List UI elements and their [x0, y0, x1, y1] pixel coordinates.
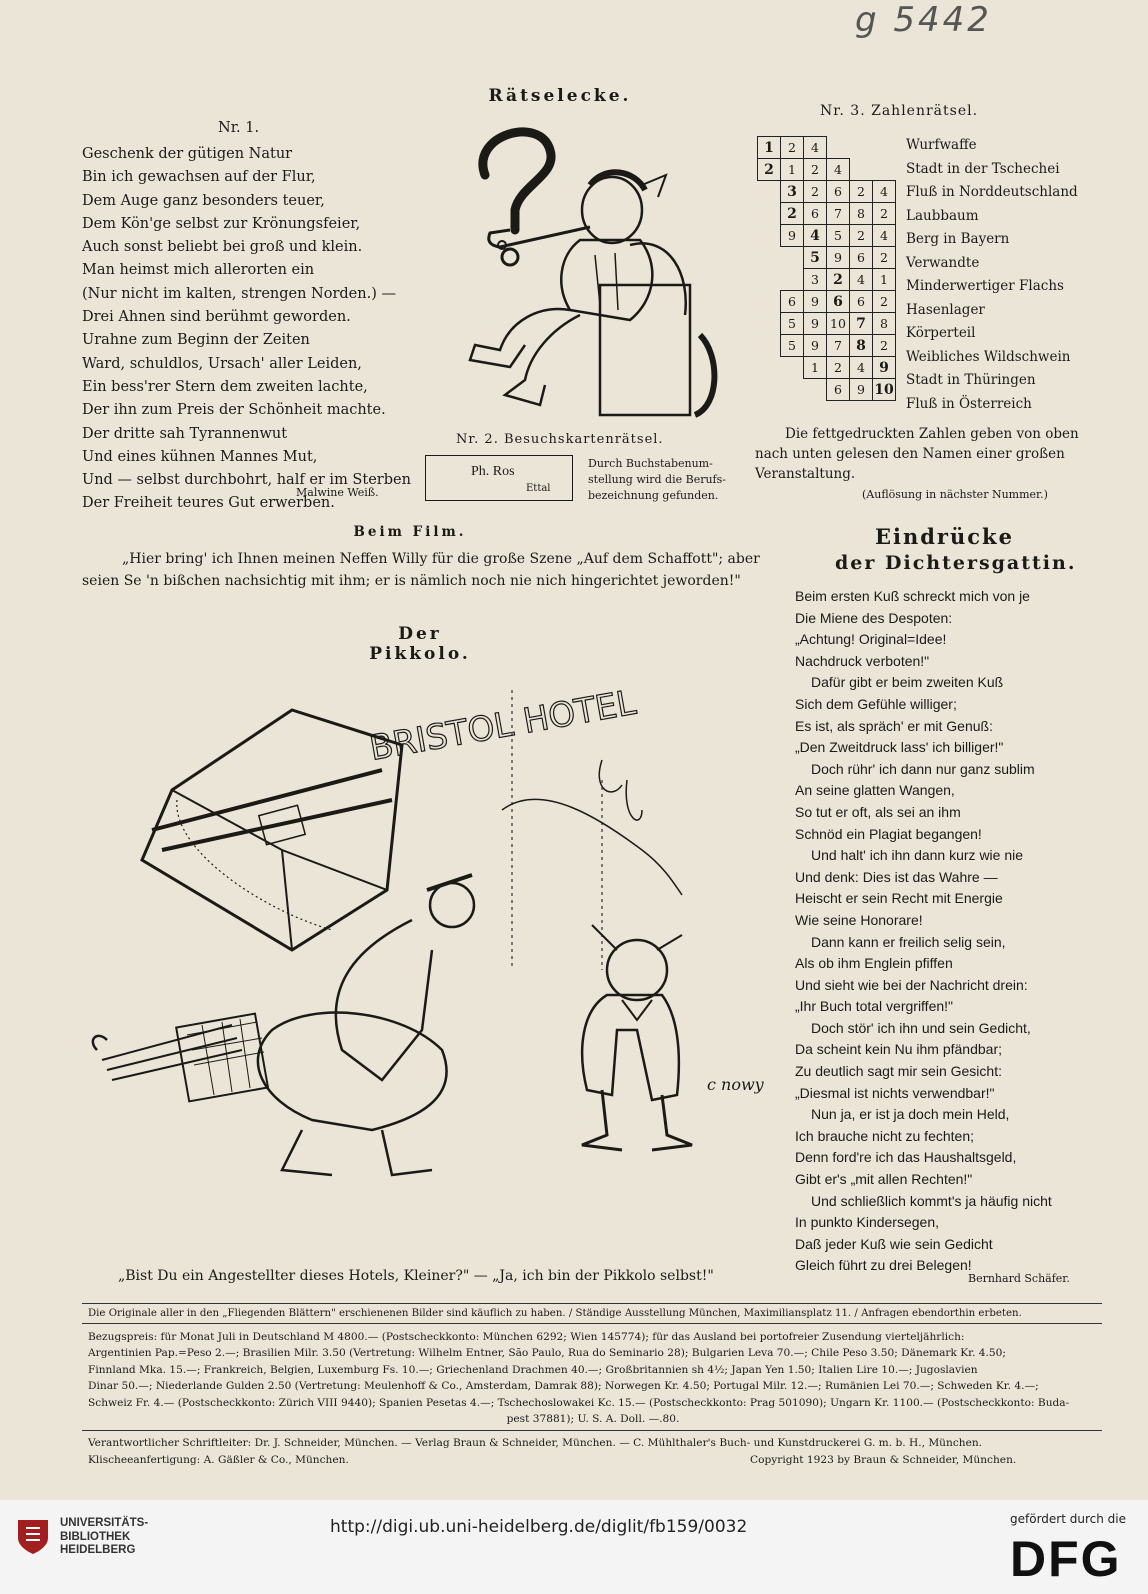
poem-line: An seine glatten Wangen,	[795, 782, 955, 799]
grid-empty-cell	[781, 379, 804, 401]
poem-line: Heischt er sein Recht mit Energie	[795, 890, 1003, 907]
viewer-bottom-bar	[0, 1500, 1148, 1594]
grid-cell: 6	[781, 291, 804, 313]
poem-line: „Den Zweitdruck lass' ich billiger!"	[795, 739, 1004, 756]
grid-empty-cell	[758, 247, 781, 269]
source-url[interactable]: http://digi.ub.uni-heidelberg.de/diglit/fb159/0032	[330, 1517, 748, 1537]
riddle1-poem	[82, 143, 411, 516]
grid-cell: 2	[781, 137, 804, 159]
riddle2-text-line: Durch Buchstabenum-	[588, 457, 713, 470]
grid-row	[758, 313, 896, 335]
riddle3-note-line: nach unten gelesen den Namen einer großen	[755, 446, 1065, 462]
riddle3-clue: Stadt in Thüringen	[906, 372, 1036, 388]
poem-line: Ich brauche nicht zu fechten;	[795, 1127, 974, 1144]
film-heading: Beim Film.	[353, 524, 467, 540]
grid-row	[758, 159, 896, 181]
poem-title-1: Eindrücke	[875, 524, 1014, 549]
riddle1-line: Dem Auge ganz besonders teuer,	[82, 192, 325, 209]
grid-cell: 2	[873, 335, 896, 357]
dichtersgattin-poem	[795, 586, 1052, 1277]
poem-line: „Achtung! Original=Idee!	[795, 631, 947, 648]
riddle1-line: Ein bess'rer Stern dem zweiten lachte,	[82, 378, 368, 395]
poem-line: Gibt er's „mit allen Rechten!"	[795, 1171, 973, 1188]
poem-line: Die Miene des Despoten:	[795, 609, 953, 626]
riddle1-line: Und eines kühnen Mannes Mut,	[82, 448, 318, 465]
grid-row	[758, 203, 896, 225]
riddle1-line: Geschenk der gütigen Natur	[82, 146, 293, 162]
university-library-name	[60, 1517, 148, 1558]
poem-line: Dann kann er freilich selig sein,	[811, 933, 1006, 950]
grid-cell: 6	[827, 379, 850, 401]
riddle3-note-line: Veranstaltung.	[755, 466, 856, 482]
poem-line: Und sieht wie bei der Nachricht drein:	[795, 976, 1028, 993]
poem-line: Schnöd ein Plagiat begangen!	[795, 825, 982, 842]
riddle1-line: Und — selbst durchbohrt, half er im Sterben	[82, 472, 411, 489]
poem-line: Da scheint kein Nu ihm pfändbar;	[795, 1041, 1002, 1058]
main-title: Rätselecke.	[488, 86, 632, 106]
poem-line: Sich dem Gefühle williger;	[795, 695, 957, 712]
grid-cell: 6	[827, 291, 850, 313]
grid-cell: 8	[850, 203, 873, 225]
riddle1-line: Man heimst mich allerorten ein	[82, 262, 315, 279]
grid-cell: 4	[827, 159, 850, 181]
grid-cell: 2	[827, 269, 850, 291]
grid-cell: 1	[804, 357, 827, 379]
grid-empty-cell	[758, 357, 781, 379]
archive-signature: g 5442	[855, 0, 992, 40]
riddle3-clue: Berg in Bayern	[906, 231, 1010, 247]
grid-cell: 1	[873, 269, 896, 291]
film-joke-line: seien Se 'n bißchen nachsichtig mit ihm; er is nämlich noch nie nich hingerichtet jeworden!"	[82, 573, 741, 589]
grid-row	[758, 247, 896, 269]
grid-cell: 1	[758, 137, 781, 159]
riddle1-line: Urahne zum Beginn der Zeiten	[82, 332, 310, 349]
poem-line: Zu deutlich sagt mir sein Gesicht:	[795, 1063, 1002, 1080]
grid-row	[758, 379, 896, 401]
riddle3-clue: Wurfwaffe	[906, 137, 977, 153]
riddle1-line: (Nur nicht im kalten, strengen Norden.) —	[82, 285, 396, 302]
grid-cell: 8	[850, 335, 873, 357]
card-place: Ettal	[526, 483, 551, 494]
poem-line: Daß jeder Kuß wie sein Gedicht	[795, 1235, 993, 1252]
uni-line: HEIDELBERG	[60, 1544, 136, 1556]
grid-cell: 9	[804, 291, 827, 313]
poem-line: Wie seine Honorare!	[795, 911, 923, 928]
university-logo-icon	[14, 1516, 52, 1556]
grid-empty-cell	[758, 181, 781, 203]
grid-cell: 5	[781, 335, 804, 357]
riddle1-line: Drei Ahnen sind berühmt geworden.	[82, 309, 351, 326]
poem-line: Denn ford're ich das Haushaltsgeld,	[795, 1149, 1017, 1166]
grid-cell: 10	[873, 379, 896, 401]
poem-line: In punkto Kindersegen,	[795, 1214, 939, 1231]
grid-cell: 6	[827, 181, 850, 203]
grid-cell: 2	[873, 203, 896, 225]
grid-empty-cell	[758, 379, 781, 401]
poem-title-2: der Dichtersgattin.	[835, 552, 1077, 574]
film-joke	[82, 548, 760, 592]
riddle3-clues	[906, 134, 1078, 416]
uni-line: UNIVERSITÄTS-	[60, 1517, 149, 1529]
grid-cell: 9	[804, 335, 827, 357]
grid-cell: 2	[804, 159, 827, 181]
price-line: Finnland Mka. 15.—; Frankreich, Belgien, Luxemburg Fs. 10.—; Griechenland Drachmen 40.—; Großbritannien sh 4½; Japan Yen 1.50; Italien Lire 10.—; Jugoslavien	[88, 1363, 978, 1376]
grid-cell: 4	[873, 225, 896, 247]
card-name: Ph. Ros	[471, 464, 515, 479]
riddle1-line: Dem Kön'ge selbst zur Krönungsfeier,	[82, 215, 361, 232]
riddle3-clue: Fluß in Österreich	[906, 395, 1032, 412]
riddle3-clue: Verwandte	[906, 254, 980, 271]
poem-line: Nachdruck verboten!"	[795, 652, 930, 669]
footer-rule-top	[82, 1303, 1102, 1304]
grid-cell: 6	[850, 247, 873, 269]
grid-cell: 3	[804, 269, 827, 291]
riddle1-line: Der dritte sah Tyrannenwut	[82, 425, 288, 442]
grid-cell: 9	[873, 357, 896, 379]
riddle1-line: Auch sonst beliebt bei groß und klein.	[82, 239, 363, 256]
grid-cell: 4	[850, 269, 873, 291]
editor-line: Verantwortlicher Schriftleiter: Dr. J. Schneider, München. — Verlag Braun & Schneider, München. — C. Mühlthaler's Buch- und Kunstdruckerei G. m. b. H., München.	[88, 1437, 983, 1449]
price-line: Dinar 50.—; Niederlande Gulden 2.50 (Vertretung: Meulenhoff & Co., Amsterdam, Damrak 88); Norwegen Kr. 4.50; Portugal Milr. 12.—; Rumänien Lei 70.—; Schweden Kr. 4.—;	[88, 1380, 1039, 1393]
grid-cell: 1	[781, 159, 804, 181]
riddle3-clue: Körperteil	[906, 325, 976, 341]
riddle3-clue: Weibliches Wildschwein	[906, 348, 1071, 365]
price-line: Bezugspreis: für Monat Juli in Deutschland M 4800.— (Postscheckkonto: München 6292; Wien 145774); für das Ausland bei portofreier Zusendung vierteljährlich:	[88, 1331, 965, 1343]
poem-line: Gleich führt zu drei Belegen!	[795, 1257, 972, 1274]
solution-note: (Auflösung in nächster Nummer.)	[862, 488, 1048, 501]
poem-author: Bernhard Schäfer.	[968, 1272, 1070, 1285]
number-grid	[757, 136, 896, 401]
poem-line: Nun ja, er ist ja doch mein Held,	[811, 1106, 1010, 1123]
poem-line: Es ist, als spräch' er mit Genuß:	[795, 717, 993, 734]
grid-cell: 2	[827, 357, 850, 379]
price-line: Schweiz Fr. 4.— (Postscheckkonto: Zürich VIII 9440); Spanien Pesetas 4.—; Tschechoslowakei Kc. 15.— (Postscheckkonto: Prag 501090); Ungarn Kr. 1100.— (Postscheckkonto: Buda-	[88, 1396, 1070, 1409]
grid-cell: 2	[850, 181, 873, 203]
riddle1-line: Bin ich gewachsen auf der Flur,	[82, 169, 316, 186]
dfg-logo-text: DFG	[1010, 1532, 1122, 1582]
price-line: pest 37881); U. S. A. Doll. —.80.	[506, 1413, 680, 1426]
grid-cell: 5	[781, 313, 804, 335]
smoking-man-illustration	[430, 105, 730, 425]
riddle3-note	[755, 424, 1079, 484]
grid-empty-cell	[804, 379, 827, 401]
grid-cell: 5	[804, 247, 827, 269]
piccolo-heading: Der Pikkolo.	[369, 624, 471, 664]
grid-cell: 2	[850, 225, 873, 247]
riddle1-heading: Nr. 1.	[218, 120, 260, 136]
riddle3-clue: Minderwertiger Flachs	[906, 278, 1064, 294]
grid-cell: 8	[873, 313, 896, 335]
grid-empty-cell	[758, 291, 781, 313]
grid-cell: 9	[827, 247, 850, 269]
grid-cell: 2	[873, 291, 896, 313]
footer-rule-mid	[82, 1323, 1102, 1324]
riddle3-clue: Stadt in der Tschechei	[906, 160, 1060, 177]
grid-row	[758, 137, 896, 159]
riddle2-heading: Nr. 2. Besuchskartenrätsel.	[456, 432, 664, 447]
riddle1-author: Malwine Weiß.	[296, 486, 379, 499]
grid-cell: 2	[781, 203, 804, 225]
grid-cell: 4	[873, 181, 896, 203]
riddle3-heading: Nr. 3. Zahlenrätsel.	[820, 103, 979, 119]
grid-row	[758, 335, 896, 357]
number-grid-table	[757, 136, 896, 401]
poem-line: So tut er oft, als sei an ihm	[795, 803, 961, 820]
poem-line: Und denk: Dies ist das Wahre —	[795, 868, 998, 885]
subscription-prices	[88, 1329, 1098, 1427]
grid-cell: 9	[804, 313, 827, 335]
piccolo-cartoon	[82, 650, 782, 1250]
funding-note: gefördert durch die	[1010, 1512, 1126, 1526]
grid-cell: 2	[873, 247, 896, 269]
artist-signature: c nowy	[707, 1075, 764, 1094]
riddle3-clue: Laubbaum	[906, 207, 979, 224]
poem-line: Beim ersten Kuß schreckt mich von je	[795, 588, 1030, 604]
grid-cell: 7	[827, 335, 850, 357]
grid-cell: 3	[781, 181, 804, 203]
grid-cell: 7	[850, 313, 873, 335]
grid-cell: 5	[827, 225, 850, 247]
grid-cell: 4	[804, 225, 827, 247]
grid-row	[758, 357, 896, 379]
poem-line: Doch rühr' ich dann nur ganz sublim	[811, 760, 1035, 777]
grid-cell: 6	[850, 291, 873, 313]
poem-line: Als ob ihm Englein pfiffen	[795, 955, 953, 972]
grid-cell: 6	[804, 203, 827, 225]
grid-cell: 2	[758, 159, 781, 181]
piccolo-caption: „Bist Du ein Angestellter dieses Hotels, Kleiner?" — „Ja, ich bin der Pikkolo selbst!"	[118, 1268, 714, 1284]
poem-line: Doch stör' ich ihn und sein Gedicht,	[811, 1019, 1031, 1036]
grid-cell: 4	[804, 137, 827, 159]
price-line: Argentinien Pap.=Peso 2.—; Brasilien Milr. 3.50 (Vertretung: Wilhelm Entner, São Paulo, Rua do Seminario 28); Bulgarien Leva 70.—; Chile Peso 3.50; Dänemark Kr. 4.50;	[88, 1347, 1006, 1360]
riddle2-text-line: stellung wird die Berufs-	[588, 473, 726, 486]
originals-notice: Die Originale aller in den „Fliegenden Blättern" erschienenen Bilder sind käuflich zu haben. / Ständige Ausstellung München, Maximiliansplatz 11. / Anfragen ebendorthin erbeten.	[88, 1308, 1022, 1319]
grid-empty-cell	[758, 335, 781, 357]
grid-cell: 2	[804, 181, 827, 203]
grid-cell: 7	[827, 203, 850, 225]
cliche-line: Klischeeanfertigung: A. Gäßler & Co., München.	[88, 1454, 349, 1466]
grid-row	[758, 181, 896, 203]
grid-cell: 9	[781, 225, 804, 247]
grid-row	[758, 291, 896, 313]
dfg-logo-icon	[1010, 1532, 1130, 1582]
grid-empty-cell	[758, 203, 781, 225]
grid-empty-cell	[758, 313, 781, 335]
riddle1-line: Der ihn zum Preis der Schönheit machte.	[82, 402, 386, 419]
riddle2-text	[588, 456, 726, 504]
grid-row	[758, 225, 896, 247]
grid-row	[758, 269, 896, 291]
riddle2-text-line: bezeichnung gefunden.	[588, 489, 719, 502]
poem-line: Und schließlich kommt's ja häufig nicht	[811, 1192, 1052, 1209]
riddle3-clue: Hasenlager	[906, 301, 985, 318]
visiting-card	[425, 455, 573, 501]
footer-rule-bottom	[82, 1430, 1102, 1431]
poem-line: Und halt' ich ihn dann kurz wie nie	[811, 847, 1024, 864]
grid-empty-cell	[781, 357, 804, 379]
hotel-sign-text: BRISTOL HOTEL	[366, 682, 639, 769]
riddle1-line: Ward, schuldlos, Ursach' aller Leiden,	[82, 355, 362, 372]
grid-empty-cell	[758, 225, 781, 247]
uni-line: BIBLIOTHEK	[60, 1530, 131, 1543]
grid-cell: 9	[850, 379, 873, 401]
riddle3-clue: Fluß in Norddeutschland	[906, 184, 1078, 200]
riddle3-note-line: Die fettgedruckten Zahlen geben von oben	[785, 426, 1079, 442]
grid-empty-cell	[781, 247, 804, 269]
grid-empty-cell	[781, 269, 804, 291]
grid-cell: 4	[850, 357, 873, 379]
poem-line: „Diesmal ist nichts verwendbar!"	[795, 1084, 995, 1101]
poem-line: „Ihr Buch total vergriffen!"	[795, 998, 954, 1015]
copyright: Copyright 1923 by Braun & Schneider, München.	[750, 1454, 1017, 1466]
grid-empty-cell	[758, 269, 781, 291]
poem-line: Dafür gibt er beim zweiten Kuß	[811, 674, 1004, 691]
riddle1-line: Der Freiheit teures Gut erwerben.	[82, 495, 335, 512]
grid-cell: 10	[827, 313, 850, 335]
film-joke-line: „Hier bring' ich Ihnen meinen Neffen Willy für die große Szene „Auf dem Schaffott"; aber	[122, 551, 760, 567]
